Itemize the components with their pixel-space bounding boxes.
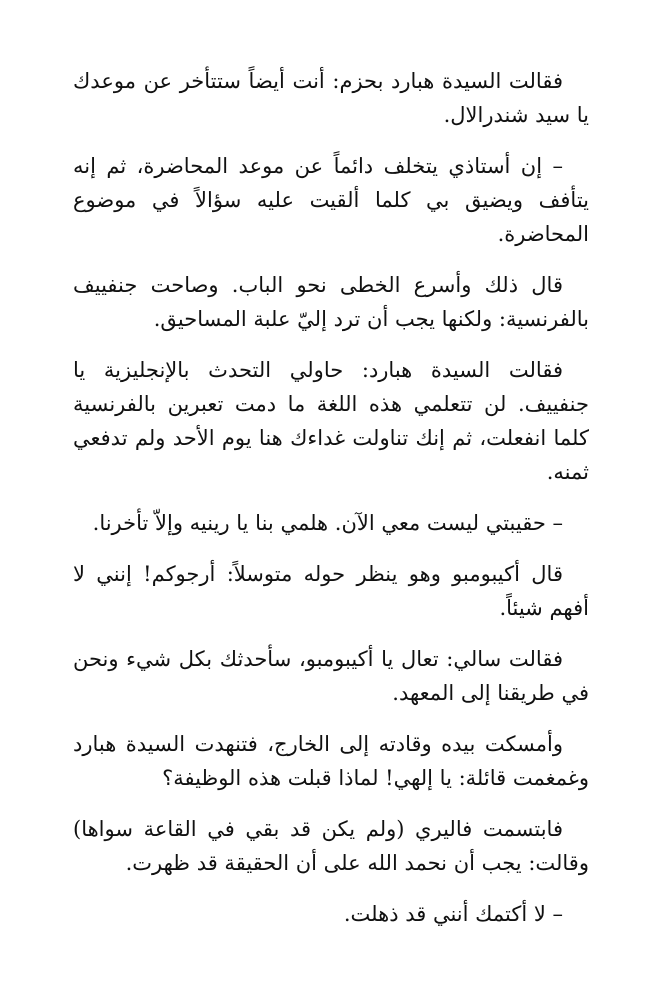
paragraph-2: – إن أستاذي يتخلف دائماً عن موعد المحاضرة، ثم إنه يتأفف ويضيق بي كلما ألقيت عليه سؤالاً في موضوع المحاضرة. xyxy=(73,154,589,246)
paragraph-10: – لا أكتمك أنني قد ذهلت. xyxy=(343,902,563,926)
paragraph-5: – حقيبتي ليست معي الآن. هلمي بنا يا رينيه وإلاّ تأخرنا. xyxy=(92,511,563,535)
paragraph-4: فقالت السيدة هبارد: حاولي التحدث بالإنجليزية يا جنفييف. لن تتعلمي هذه اللغة ما دمت تعبرين بالفرنسية كلما انفعلت، ثم إنك تناولت غداءك هنا يوم الأحد ولم تدفعي ثمنه. xyxy=(73,358,589,484)
paragraph-6: قال أكيبومبو وهو ينظر حوله متوسلاً: أرجوكم! إنني لا أفهم شيئاً. xyxy=(73,562,589,620)
paragraph-1: فقالت السيدة هبارد بحزم: أنت أيضاً ستتأخر عن موعدك يا سيد شندرالال. xyxy=(73,69,589,127)
paragraph-3: قال ذلك وأسرع الخطى نحو الباب. وصاحت جنفييف بالفرنسية: ولكنها يجب أن ترد إليّ علبة المساحيق. xyxy=(73,273,589,331)
paragraph-7: فقالت سالي: تعال يا أكيبومبو، سأحدثك بكل شيء ونحن في طريقنا إلى المعهد. xyxy=(73,647,589,705)
page-body xyxy=(73,64,589,948)
paragraph-9: فابتسمت فاليري (ولم يكن قد بقي في القاعة سواها) وقالت: يجب أن نحمد الله على أن الحقيقة قد ظهرت. xyxy=(73,817,589,875)
paragraph-8: وأمسكت بيده وقادته إلى الخارج، فتنهدت السيدة هبارد وغمغمت قائلة: يا إلهي! لماذا قبلت هذه الوظيفة؟ xyxy=(73,732,589,790)
